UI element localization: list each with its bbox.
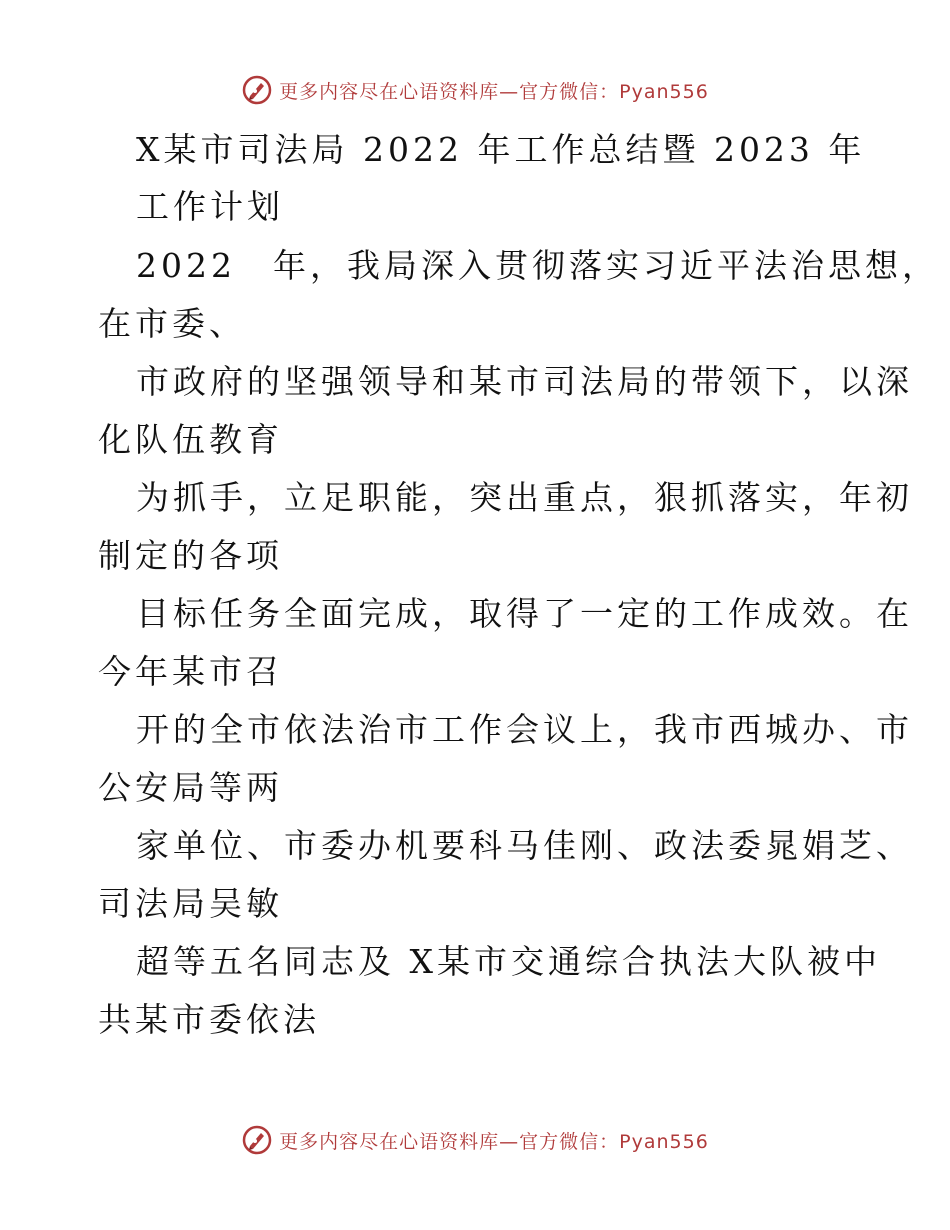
paragraph-line: 市政府的坚强领导和某市司法局的带领下，以深 — [136, 362, 913, 401]
paragraph-line: 目标任务全面完成，取得了一定的工作成效。在 — [136, 594, 913, 633]
paragraph-line: 在市委、 — [98, 304, 246, 343]
footer-banner-text: 更多内容尽在心语资料库—官方微信：Pyan556 — [279, 1130, 709, 1153]
paragraph-line: 制定的各项 — [98, 536, 283, 575]
paragraph-line: 今年某市召 — [98, 652, 283, 691]
paragraph-line: 为抓手，立足职能，突出重点，狠抓落实，年初 — [136, 478, 913, 517]
paragraph-line: 超等五名同志及 X某市交通综合执法大队被中 — [136, 942, 881, 981]
paragraph-line: 家单位、市委办机要科马佳刚、政法委晁娟芝、 — [136, 826, 913, 865]
doc-title-line-2: 工作计划 — [136, 187, 284, 226]
paragraph-line: 化队伍教育 — [98, 420, 283, 459]
pen-logo-icon — [241, 1124, 273, 1156]
doc-title-line-1: X某市司法局 2022 年工作总结暨 2023 年 — [136, 130, 866, 169]
paragraph-line: 2022 年，我局深入贯彻落实习近平法治思想， — [136, 246, 939, 285]
pen-logo-icon — [241, 74, 273, 106]
paragraph-line: 共某市委依法 — [98, 1000, 320, 1039]
header-banner-text: 更多内容尽在心语资料库—官方微信：Pyan556 — [279, 80, 709, 103]
header-banner — [0, 70, 950, 110]
footer-banner — [0, 1120, 950, 1160]
paragraph-line: 开的全市依法治市工作会议上，我市西城办、市 — [136, 710, 913, 749]
paragraph-line: 司法局吴敏 — [98, 884, 283, 923]
paragraph-line: 公安局等两 — [98, 768, 283, 807]
